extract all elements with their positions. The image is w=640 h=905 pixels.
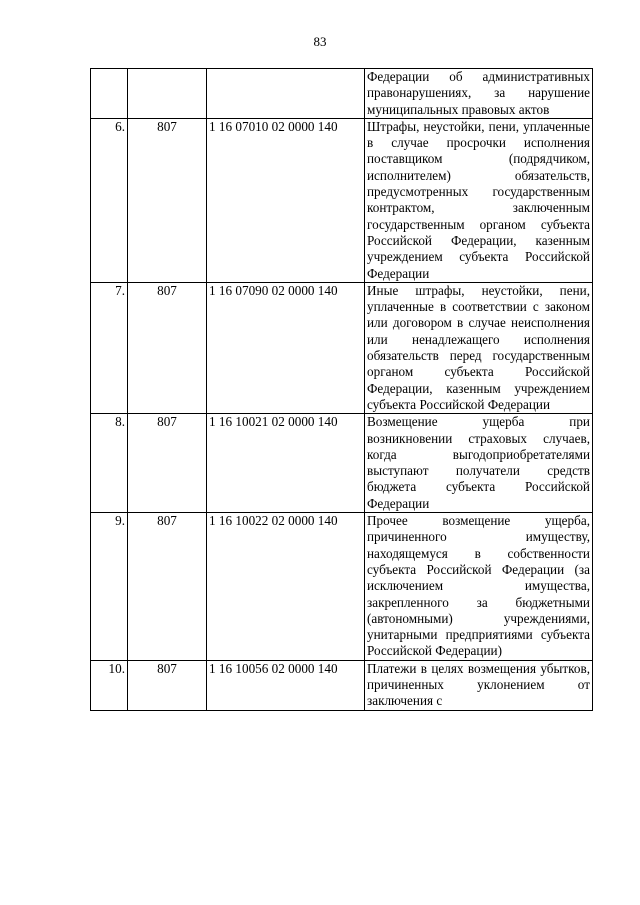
- row-number: 10.: [91, 660, 128, 710]
- row-number: [91, 69, 128, 119]
- budget-classification-code: 1 16 10021 02 0000 140: [207, 414, 365, 513]
- row-number: 6.: [91, 118, 128, 282]
- table-row: [91, 513, 593, 661]
- revenue-description: Платежи в целях возмещения убытков, причиненных уклонением от заключения с: [365, 660, 593, 710]
- table-row: [91, 414, 593, 513]
- table-row: [91, 282, 593, 413]
- revenue-description: Федерации об административных правонарушениях, за нарушение муниципальных правовых актов: [365, 69, 593, 119]
- table-row: [91, 69, 593, 119]
- admin-code: 807: [128, 513, 207, 661]
- revenue-description: Прочее возмещение ущерба, причиненного имуществу, находящемуся в собственности субъекта Российской Федерации (за исключением имущества, закрепленного за бюджетными (автономными) учреждениями, унитарными предприятиями субъекта Российской Федерации): [365, 513, 593, 661]
- admin-code: 807: [128, 660, 207, 710]
- admin-code: 807: [128, 414, 207, 513]
- table-row: [91, 118, 593, 282]
- admin-code: 807: [128, 282, 207, 413]
- budget-classification-code: 1 16 07010 02 0000 140: [207, 118, 365, 282]
- revenue-description: Иные штрафы, неустойки, пени, уплаченные в соответствии с законом или договором в случае неисполнения или ненадлежащего исполнения обязательств перед государственным органом субъекта Российской Федерации, казенным учреждением субъекта Российской Федерации: [365, 282, 593, 413]
- admin-code: [128, 69, 207, 119]
- table-row: [91, 660, 593, 710]
- revenue-codes-table: [90, 68, 593, 711]
- row-number: 8.: [91, 414, 128, 513]
- row-number: 9.: [91, 513, 128, 661]
- row-number: 7.: [91, 282, 128, 413]
- revenue-description: Штрафы, неустойки, пени, уплаченные в случае просрочки исполнения поставщиком (подрядчиком, исполнителем) обязательств, предусмотренных государственным контрактом, заключенным государственным органом субъекта Российской Федерации, казенным учреждением субъекта Российской Федерации: [365, 118, 593, 282]
- budget-classification-code: [207, 69, 365, 119]
- admin-code: 807: [128, 118, 207, 282]
- page-number: 83: [313, 34, 327, 49]
- revenue-description: Возмещение ущерба при возникновении страховых случаев, когда выгодоприобретателями выступают получатели средств бюджета субъекта Российской Федерации: [365, 414, 593, 513]
- budget-classification-code: 1 16 07090 02 0000 140: [207, 282, 365, 413]
- budget-classification-code: 1 16 10056 02 0000 140: [207, 660, 365, 710]
- budget-classification-code: 1 16 10022 02 0000 140: [207, 513, 365, 661]
